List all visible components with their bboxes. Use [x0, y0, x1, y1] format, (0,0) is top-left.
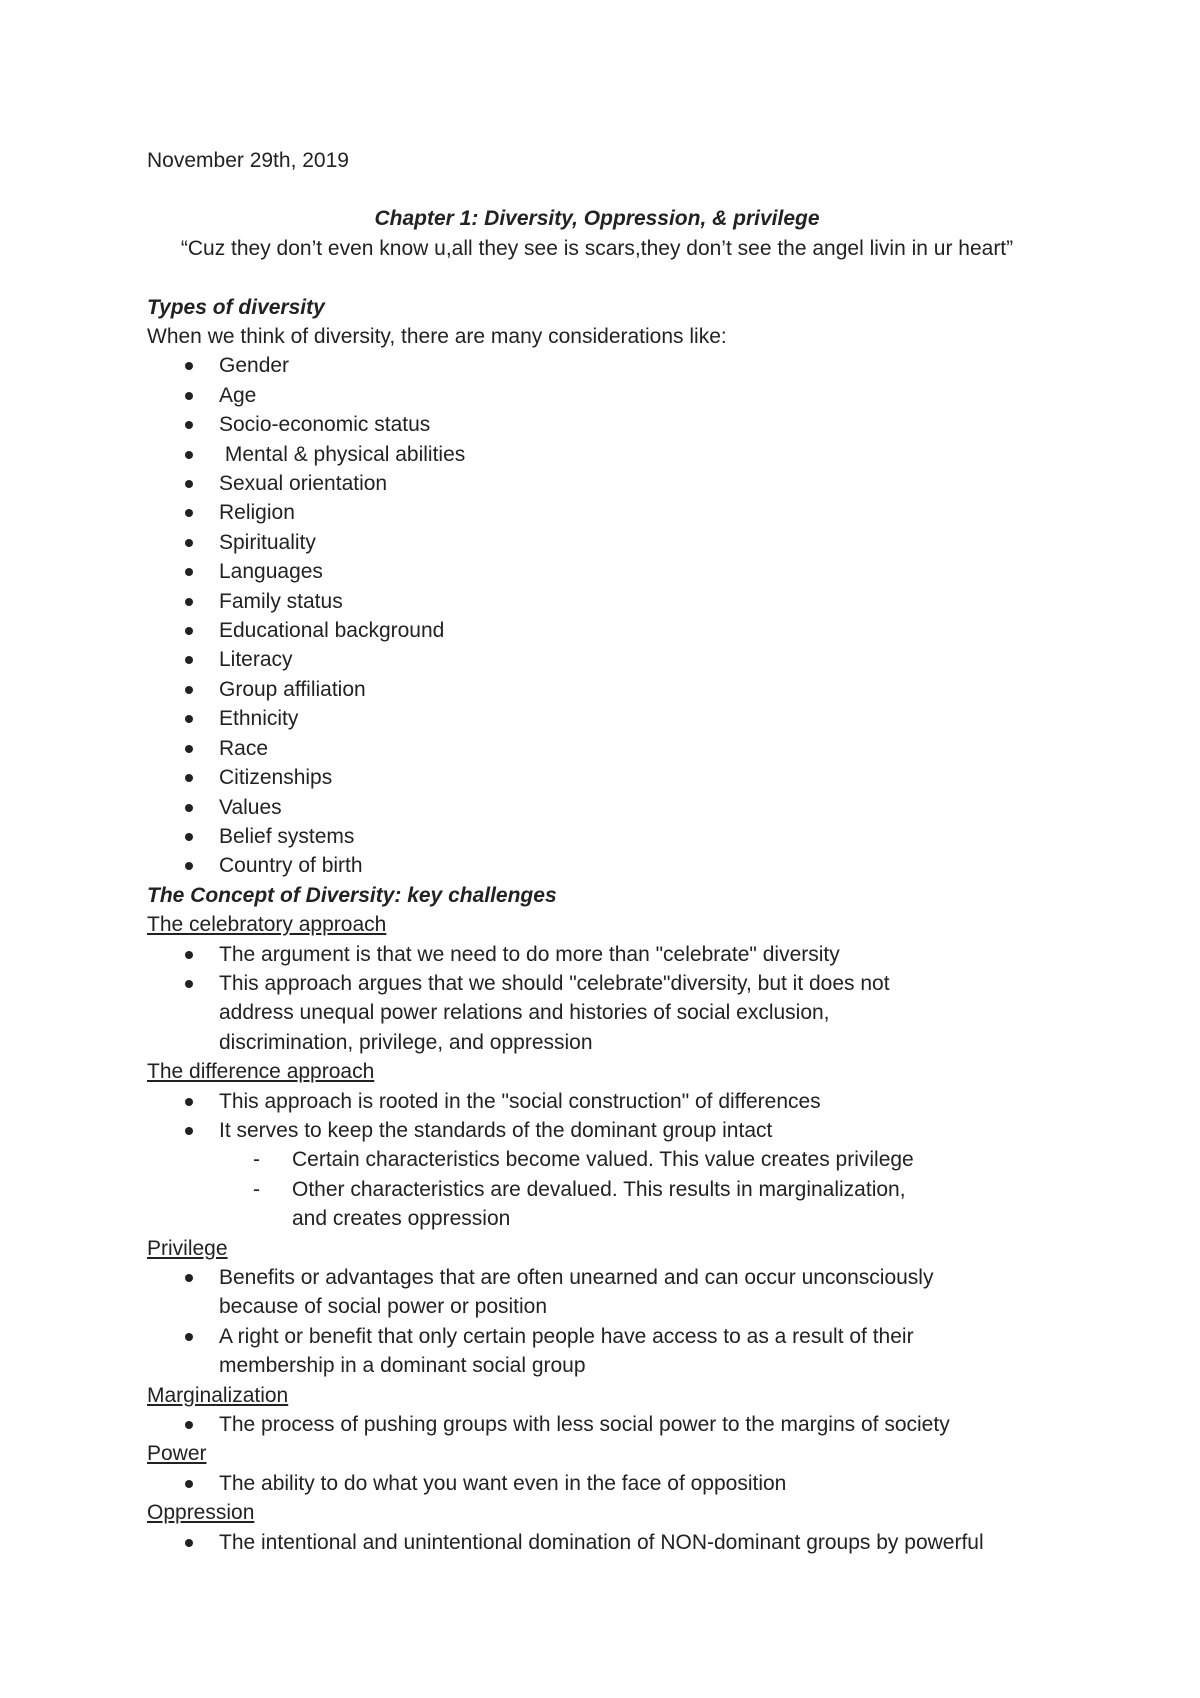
list-item: This approach argues that we should "celebrate"diversity, but it does not address unequal power relations and histories of social exclusion, discrimination, privilege, and oppression — [147, 969, 1047, 1057]
list-item: Belief systems — [147, 822, 1047, 851]
list-item: Country of birth — [147, 851, 1047, 880]
power-list — [147, 1469, 1047, 1498]
bullet-icon — [185, 451, 193, 459]
chapter-title: Chapter 1: Diversity, Oppression, & privilege — [374, 207, 820, 231]
list-item: Mental & physical abilities — [147, 440, 1047, 469]
power-heading: Power — [147, 1442, 207, 1466]
celebratory-heading: The celebratory approach — [147, 913, 387, 937]
types-heading: Types of diversity — [147, 295, 325, 319]
bullet-icon — [185, 833, 193, 841]
bullet-icon — [185, 568, 193, 576]
marginalization-list — [147, 1410, 1047, 1439]
bullet-icon — [185, 1127, 193, 1135]
bullet-icon — [185, 1421, 193, 1429]
types-list — [147, 351, 1047, 880]
bullet-icon — [185, 598, 193, 606]
dash-icon: - — [253, 1177, 260, 1201]
document-page — [147, 146, 1047, 1557]
bullet-icon — [185, 627, 193, 635]
bullet-icon — [185, 1480, 193, 1488]
bullet-icon — [185, 656, 193, 664]
celebratory-list — [147, 940, 1047, 1058]
list-item: Religion — [147, 498, 1047, 527]
list-item: The process of pushing groups with less social power to the margins of society — [147, 1410, 1047, 1439]
list-item: Educational background — [147, 616, 1047, 645]
list-item: The intentional and unintentional domination of NON-dominant groups by powerful — [147, 1528, 1047, 1557]
bullet-icon — [185, 362, 193, 370]
bullet-icon — [185, 804, 193, 812]
list-item: Socio-economic status — [147, 410, 1047, 439]
quote: “Cuz they don’t even know u,all they see is scars,they don’t see the angel livin in ur heart” — [180, 236, 1014, 260]
bullet-icon — [185, 1098, 193, 1106]
oppression-heading: Oppression — [147, 1501, 255, 1525]
dash-icon: - — [253, 1148, 260, 1172]
list-item: Age — [147, 381, 1047, 410]
list-item: The argument is that we need to do more than "celebrate" diversity — [147, 940, 1047, 969]
list-item: - Other characteristics are devalued. This results in marginalization, and creates oppression — [147, 1175, 1047, 1234]
date: November 29th, 2019 — [147, 149, 349, 172]
difference-list — [147, 1087, 1047, 1146]
difference-heading: The difference approach — [147, 1060, 375, 1084]
list-item: Family status — [147, 587, 1047, 616]
list-item: Ethnicity — [147, 704, 1047, 733]
bullet-icon — [185, 1333, 193, 1341]
list-item: Benefits or advantages that are often unearned and can occur unconsciously because of social power or position — [147, 1263, 1047, 1322]
list-item: The ability to do what you want even in the face of opposition — [147, 1469, 1047, 1498]
list-item: Sexual orientation — [147, 469, 1047, 498]
list-item: Citizenships — [147, 763, 1047, 792]
bullet-icon — [185, 509, 193, 517]
bullet-icon — [185, 539, 193, 547]
difference-sublist — [147, 1145, 1047, 1233]
list-item: A right or benefit that only certain people have access to as a result of their membership in a dominant social group — [147, 1322, 1047, 1381]
list-item: It serves to keep the standards of the dominant group intact — [147, 1116, 1047, 1145]
bullet-icon — [185, 774, 193, 782]
list-item: Literacy — [147, 645, 1047, 674]
list-item: Spirituality — [147, 528, 1047, 557]
list-item: Values — [147, 793, 1047, 822]
list-item: This approach is rooted in the "social construction" of differences — [147, 1087, 1047, 1116]
list-item: Race — [147, 734, 1047, 763]
bullet-icon — [185, 862, 193, 870]
bullet-icon — [185, 1539, 193, 1547]
concept-heading: The Concept of Diversity: key challenges — [147, 883, 557, 907]
blank-line — [147, 263, 1047, 292]
marginalization-heading: Marginalization — [147, 1383, 289, 1407]
bullet-icon — [185, 686, 193, 694]
privilege-heading: Privilege — [147, 1236, 228, 1260]
types-intro: When we think of diversity, there are many considerations like: — [147, 325, 727, 349]
bullet-icon — [185, 480, 193, 488]
oppression-list — [147, 1528, 1047, 1557]
list-item: Languages — [147, 557, 1047, 586]
list-item: Group affiliation — [147, 675, 1047, 704]
bullet-icon — [185, 715, 193, 723]
privilege-list — [147, 1263, 1047, 1381]
bullet-icon — [185, 392, 193, 400]
bullet-icon — [185, 745, 193, 753]
list-item: - Certain characteristics become valued. This value creates privilege — [147, 1145, 1047, 1174]
bullet-icon — [185, 951, 193, 959]
list-item: Gender — [147, 351, 1047, 380]
bullet-icon — [185, 1274, 193, 1282]
bullet-icon — [185, 980, 193, 988]
bullet-icon — [185, 421, 193, 429]
